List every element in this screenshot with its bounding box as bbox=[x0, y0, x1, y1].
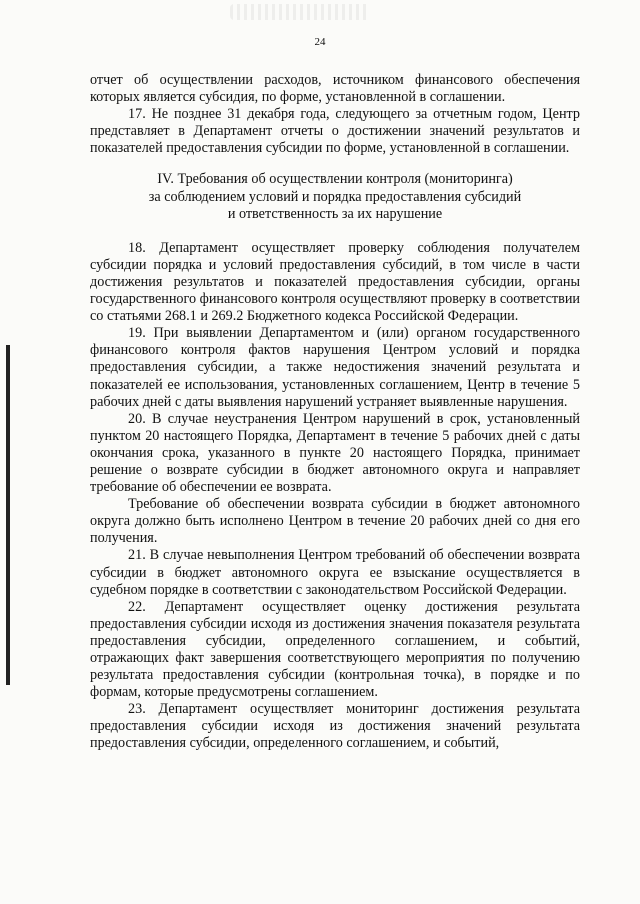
paragraph-20-requirement: Требование об обеспечении возврата субсидии в бюджет автономного округа должно быть исполнено Центром в течение 20 рабочих дней со дня его получения. bbox=[90, 496, 580, 547]
scan-artifact bbox=[230, 4, 370, 20]
section-heading-line-2: за соблюдением условий и порядка предоставления субсидий bbox=[148, 188, 522, 205]
paragraph-22: 22. Департамент осуществляет оценку достижения результата предоставления субсидии исходя из достижения значения показателя результата предоставления субсидии, определенного соглашением, и событий, отражающих факт завершения соответствующего мероприятия по получению результата предоставления субсидии (контрольная точка), в порядке и по формам, которые предусмотрены соглашением. bbox=[90, 598, 580, 701]
scan-edge-mark bbox=[6, 345, 10, 685]
paragraph-20: 20. В случае неустранения Центром нарушений в срок, установленный пунктом 20 настоящего Порядка, Департамент в течение 5 рабочих дней с даты окончания срока, указанного в пункте 20 настоящего Порядка, принимает решение о возврате субсидии в бюджет автономного округа и направляет требование об обеспечении ее возврата. bbox=[90, 410, 580, 496]
paragraph-19: 19. При выявлении Департаментом и (или) органом государственного финансового контроля фактов нарушения Центром условий и порядка предоставления субсидии, а также недостижения значений результата и показателей ее использования, установленных соглашением, Центр в течение 5 рабочих дней с даты выявления нарушений устраняет выявленные нарушения. bbox=[90, 325, 580, 410]
paragraph-18: 18. Департамент осуществляет проверку соблюдения получателем субсидии порядка и условий предоставления субсидий, в том числе в части достижения результатов и показателей предоставления субсидии, органы государственного финансового контроля осуществляют проверку в соответствии со статьями 268.1 и 269.2 Бюджетного кодекса Российской Федерации. bbox=[90, 239, 580, 325]
section-heading-line-3: и ответственность за их нарушение bbox=[227, 205, 443, 222]
paragraph-continuation: отчет об осуществлении расходов, источником финансового обеспечения которых является субсидия, по форме, установленной в соглашении. bbox=[90, 72, 580, 106]
paragraph-21: 21. В случае невыполнения Центром требований об обеспечении возврата субсидии в бюджет автономного округа ее взыскание осуществляется в судебном порядке в соответствии с законодательством Российской Федерации. bbox=[90, 547, 580, 598]
section-heading bbox=[90, 171, 580, 222]
document-body bbox=[90, 72, 580, 753]
paragraph-23: 23. Департамент осуществляет мониторинг достижения результата предоставления субсидии исходя из достижения значений результата предоставления субсидии, определенного соглашением, и событий, bbox=[90, 701, 580, 752]
section-heading-line-1: IV. Требования об осуществлении контроля (мониторинга) bbox=[157, 171, 513, 188]
paragraph-17: 17. Не позднее 31 декабря года, следующего за отчетным годом, Центр представляет в Департамент отчеты о достижении значений результатов и показателей предоставления субсидии по форме, установленной в соглашении. bbox=[90, 106, 580, 157]
page-number: 24 bbox=[314, 36, 326, 48]
